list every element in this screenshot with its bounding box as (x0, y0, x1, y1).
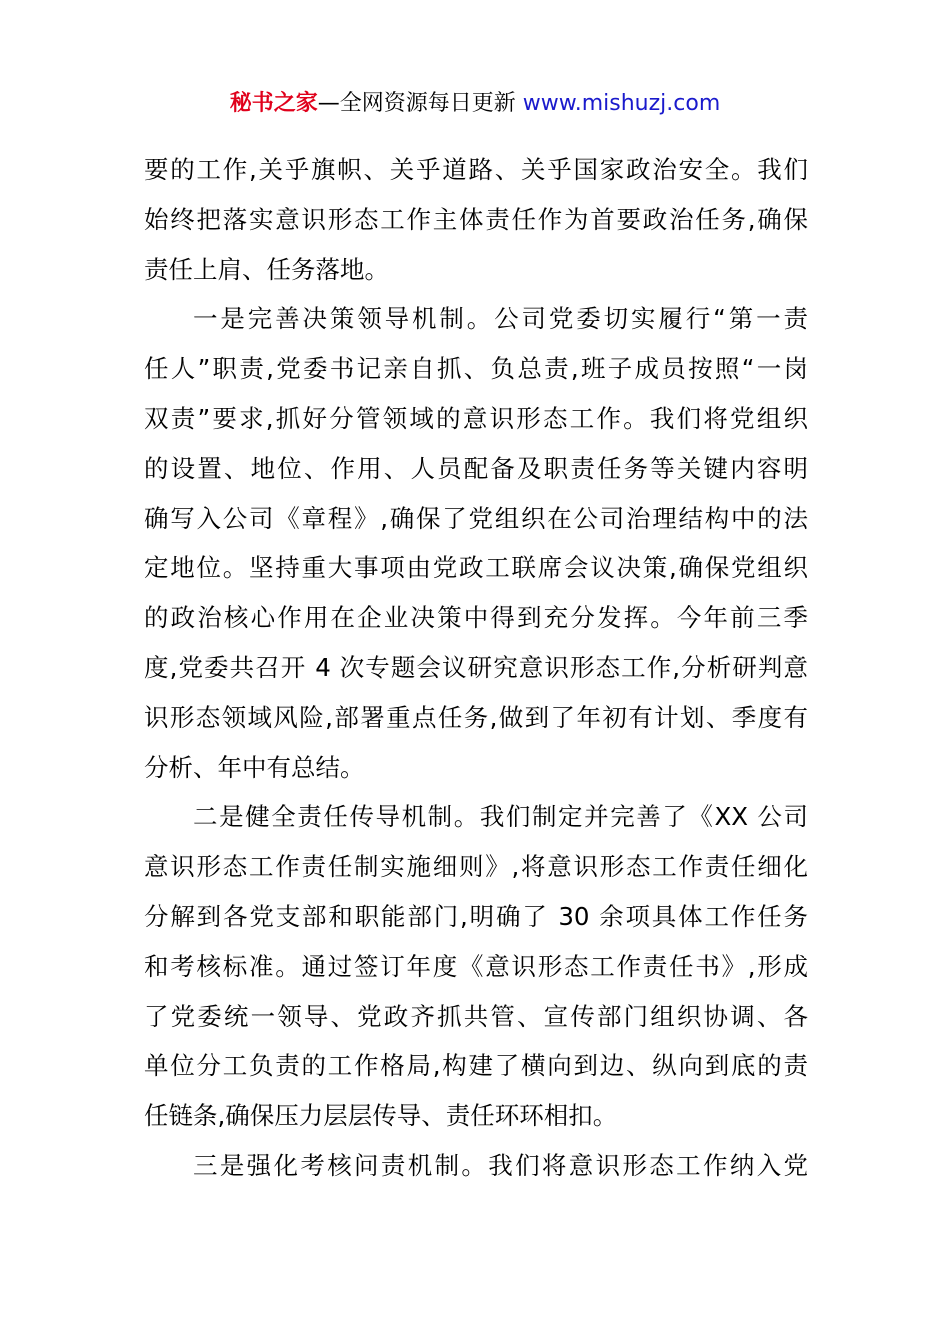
header-brand: 秘书之家 (229, 91, 318, 116)
paragraph (144, 1141, 808, 1191)
text-line: 任人”职责,党委书记亲自抓、负总责,班子成员按照“一岗 (144, 354, 808, 384)
text-line: 定地位。坚持重大事项由党政工联席会议决策,确保党组织 (144, 553, 808, 583)
text-line: 的设置、地位、作用、人员配备及职责任务等关键内容明 (144, 453, 808, 483)
text-line: 确写入公司《章程》,确保了党组织在公司治理结构中的法 (144, 503, 808, 533)
paragraph (144, 294, 808, 792)
text-line: 度,党委共召开 4 次专题会议研究意识形态工作,分析研判意 (144, 652, 808, 682)
text-line: 识形态领域风险,部署重点任务,做到了年初有计划、季度有 (144, 702, 808, 732)
paragraph (144, 145, 808, 294)
text-line: 三是强化考核问责机制。我们将意识形态工作纳入党 (193, 1150, 808, 1180)
text-line: 任链条,确保压力层层传导、责任环环相扣。 (144, 1101, 618, 1131)
paragraph (144, 792, 808, 1141)
document-body (144, 145, 808, 1191)
text-line: 和考核标准。通过签订年度《意识形态工作责任书》,形成 (144, 951, 808, 981)
text-line: 意识形态工作责任制实施细则》,将意识形态工作责任细化 (144, 852, 808, 882)
page-header (0, 88, 950, 120)
text-line: 一是完善决策领导机制。公司党委切实履行“第一责 (193, 304, 808, 334)
text-line: 的政治核心作用在企业决策中得到充分发挥。今年前三季 (144, 603, 808, 633)
text-line: 二是健全责任传导机制。我们制定并完善了《XX 公司 (193, 802, 808, 832)
header-site-link[interactable]: www.mishuzj.com (522, 91, 721, 116)
text-line: 了党委统一领导、党政齐抓共管、宣传部门组织协调、各 (144, 1001, 808, 1031)
text-line: 始终把落实意识形态工作主体责任作为首要政治任务,确保 (144, 204, 808, 234)
text-line: 要的工作,关乎旗帜、关乎道路、关乎国家政治安全。我们 (144, 155, 808, 184)
text-line: 分解到各党支部和职能部门,明确了 30 余项具体工作任务 (144, 901, 808, 931)
header-tagline: —全网资源每日更新 (317, 91, 523, 116)
text-line: 责任上肩、任务落地。 (144, 254, 389, 284)
text-line: 双责”要求,抓好分管领域的意识形态工作。我们将党组织 (144, 403, 808, 433)
text-line: 分析、年中有总结。 (144, 752, 365, 782)
text-line: 单位分工负责的工作格局,构建了横向到边、纵向到底的责 (144, 1051, 808, 1081)
